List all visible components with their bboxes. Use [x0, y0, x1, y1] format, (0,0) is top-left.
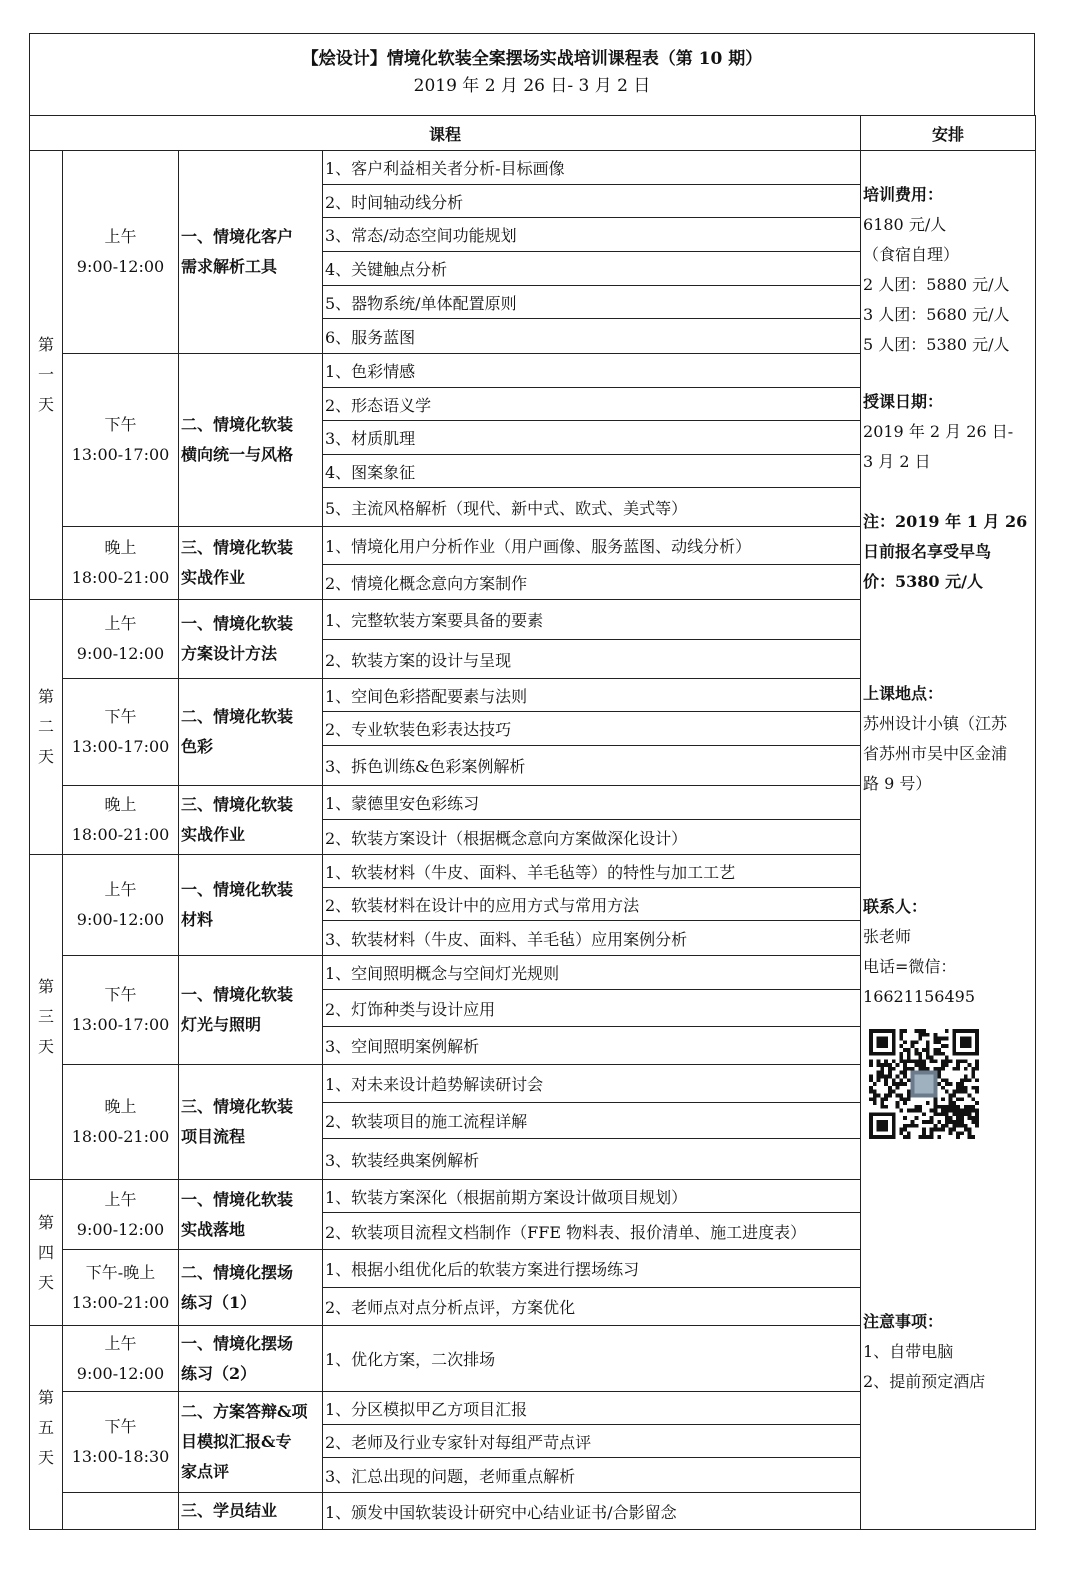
- time-slot: [63, 1392, 179, 1493]
- module-title-line: 一、情境化软装: [181, 614, 294, 633]
- time-slot: [63, 679, 179, 786]
- module-title: [179, 1065, 323, 1180]
- course-header: 课程: [30, 116, 861, 151]
- slot-time: 9:00-12:00: [76, 1219, 165, 1239]
- day-label-char: 第: [37, 1212, 54, 1232]
- module-title: [179, 1180, 323, 1250]
- date-line: 2019 年 2 月 26 日-: [863, 422, 1014, 441]
- fee-line: 2 人团：5880 元/人: [863, 275, 1010, 294]
- item-list: [323, 1326, 861, 1392]
- time-slot: [63, 855, 179, 956]
- list-item: 5、器物系统/单体配置原则: [323, 286, 860, 319]
- day-label-char: 第: [37, 1387, 54, 1407]
- fee-line: 3 人团：5680 元/人: [863, 305, 1010, 324]
- notice-label: 注意事项：: [863, 1312, 944, 1331]
- day-label-char: 五: [37, 1417, 54, 1437]
- slot-period: 下午: [104, 1417, 137, 1436]
- list-item: 1、空间色彩搭配要素与法则: [323, 679, 860, 712]
- module-title: [179, 786, 323, 855]
- list-item: 1、客户利益相关者分析-目标画像: [323, 151, 860, 185]
- list-item: 1、完整软装方案要具备的要素: [323, 600, 860, 640]
- list-item: 2、软装方案的设计与呈现: [325, 650, 512, 670]
- module-title: [179, 956, 323, 1065]
- module-title-line: 材料: [181, 910, 214, 929]
- slot-period: 上午: [104, 1189, 137, 1209]
- list-item: 1、软装方案深化（根据前期方案设计做项目规划）: [323, 1180, 860, 1213]
- slot-period: 下午: [104, 985, 137, 1004]
- module-title-line: 三、情境化软装: [181, 1097, 294, 1116]
- module-title: [179, 1326, 323, 1392]
- module-title-line: 横向统一与风格: [181, 445, 294, 464]
- slot-time: 13:00-18:30: [71, 1447, 170, 1466]
- day-label-char: 一: [37, 365, 54, 384]
- time-slot: [63, 1493, 179, 1530]
- list-item: 1、色彩情感: [323, 354, 860, 388]
- module-title-line: 实战作业: [181, 825, 246, 844]
- list-item: 3、常态/动态空间功能规划: [323, 218, 860, 252]
- early-bird-note: [863, 507, 1035, 597]
- module-title-line: 目模拟汇报&专: [181, 1432, 292, 1451]
- contact-line: 张老师: [863, 927, 912, 946]
- module-title-line: 一、情境化软装: [181, 1189, 294, 1209]
- arrange-header: 安排: [861, 116, 1036, 151]
- date-block: [863, 387, 1035, 477]
- contact-label: 联系人：: [863, 897, 928, 916]
- item-list: [323, 1065, 861, 1180]
- list-item: 3、材质肌理: [323, 421, 860, 455]
- list-item: 1、情境化用户分析作业（用户画像、服务蓝图、动线分析）: [323, 527, 860, 565]
- slot-period: 下午: [104, 707, 137, 726]
- schedule-sheet: [29, 33, 1035, 1530]
- item-list: [323, 956, 861, 1065]
- module-title: [179, 1392, 323, 1493]
- module-title: [179, 354, 323, 527]
- slot-time: 9:00-12:00: [76, 910, 165, 929]
- list-item: 5、主流风格解析（现代、新中式、欧式、美式等）: [325, 498, 688, 518]
- course-table: [29, 115, 1036, 1530]
- slot-time: 9:00-12:00: [76, 644, 165, 663]
- module-title-line: 方案设计方法: [181, 644, 278, 663]
- time-slot: [63, 527, 179, 600]
- item-list: [323, 527, 861, 600]
- item-list: [323, 151, 861, 354]
- module-title-line: 三、情境化软装: [181, 795, 294, 814]
- module-title-line: 实战作业: [181, 568, 246, 587]
- table-header: [30, 116, 1036, 151]
- list-item: 1、对未来设计趋势解读研讨会: [323, 1065, 860, 1103]
- day-label-char: 天: [37, 1037, 54, 1056]
- slot-period: 晚上: [104, 1097, 137, 1116]
- slot-period: 上午: [104, 614, 137, 633]
- fee-line: 5 人团：5380 元/人: [863, 335, 1010, 354]
- module-title-line: 二、情境化软装: [181, 707, 294, 726]
- day-label: [30, 855, 63, 1180]
- slot-period: 上午: [104, 1333, 137, 1353]
- place-label: 上课地点：: [863, 684, 944, 703]
- slot-time: 18:00-21:00: [71, 568, 170, 587]
- module-title-line: 实战落地: [181, 1219, 246, 1239]
- module-title: [179, 855, 323, 956]
- day-label-char: 第: [37, 335, 54, 354]
- date-label: 授课日期：: [863, 392, 944, 411]
- module-title-line: 一、情境化摆场: [181, 1333, 294, 1353]
- arrangement-column: [861, 151, 1036, 1530]
- note-line: 价：5380 元/人: [863, 572, 983, 591]
- slot-time: 13:00-17:00: [71, 445, 170, 464]
- day-label: [30, 1180, 63, 1326]
- slot-period: 晚上: [104, 795, 137, 814]
- date-line: 3 月 2 日: [863, 452, 931, 471]
- place-line: 路 9 号）: [863, 774, 932, 793]
- list-item: 1、空间照明概念与空间灯光规则: [323, 956, 860, 990]
- slot-time: 18:00-21:00: [71, 825, 170, 844]
- module-title-line: 练习（2）: [181, 1363, 257, 1383]
- day-label: [30, 1326, 63, 1530]
- time-slot: [63, 354, 179, 527]
- day-label: [30, 151, 63, 600]
- place-line: 苏州设计小镇（江苏: [863, 714, 1008, 733]
- list-item: 1、优化方案，二次排场: [325, 1350, 496, 1369]
- note-line: 注：2019 年 1 月 26: [863, 512, 1028, 531]
- day-label-char: 天: [37, 1447, 54, 1467]
- slot-time: 13:00-17:00: [71, 1015, 170, 1034]
- list-item: 2、软装材料在设计中的应用方式与常用方法: [323, 888, 860, 921]
- module-title-line: 一、情境化客户: [181, 227, 294, 246]
- list-item: 3、汇总出现的问题，老师重点解析: [325, 1466, 576, 1486]
- list-item: 3、拆色训练&色彩案例解析: [325, 757, 526, 776]
- contact-line: 电话=微信：: [863, 957, 957, 976]
- module-title-line: 灯光与照明: [181, 1015, 262, 1034]
- fee-line: （食宿自理）: [863, 245, 960, 264]
- module-title-line: 家点评: [181, 1462, 230, 1481]
- list-item: 2、老师点对点分析点评，方案优化: [325, 1298, 576, 1317]
- module-title: [179, 600, 323, 679]
- list-item: 2、时间轴动线分析: [323, 185, 860, 218]
- slot-period: 下午-晚上: [85, 1262, 156, 1282]
- list-item: 2、老师及行业专家针对每组严苛点评: [323, 1425, 860, 1458]
- list-item: 1、颁发中国软装设计研究中心结业证书/合影留念: [325, 1502, 677, 1522]
- qr-code-icon: [869, 1029, 979, 1139]
- contact-block: [863, 892, 1035, 1012]
- list-item: 4、关键触点分析: [323, 252, 860, 286]
- list-item: 3、软装经典案例解析: [325, 1150, 480, 1170]
- item-list: [323, 855, 861, 956]
- list-item: 2、灯饰种类与设计应用: [323, 990, 860, 1027]
- list-item: 2、情境化概念意向方案制作: [325, 573, 528, 593]
- module-title-line: 二、情境化摆场: [181, 1262, 294, 1282]
- module-title-line: 三、情境化软装: [181, 538, 294, 557]
- day-label-char: 天: [37, 747, 54, 766]
- notice-block: [863, 1307, 1035, 1397]
- day-label-char: 三: [37, 1007, 54, 1026]
- item-list: [323, 679, 861, 786]
- item-list: [323, 786, 861, 855]
- place-block: [863, 679, 1035, 799]
- day-label-char: 二: [37, 717, 54, 736]
- module-title: [179, 679, 323, 786]
- module-title-line: 色彩: [181, 737, 214, 756]
- list-item: 3、空间照明案例解析: [325, 1037, 480, 1056]
- time-slot: [63, 1065, 179, 1180]
- slot-period: 下午: [104, 415, 137, 434]
- date-range: 2019 年 2 月 26 日- 3 月 2 日: [413, 76, 651, 96]
- list-item: 3、软装材料（牛皮、面料、羊毛毡）应用案例分析: [325, 929, 688, 949]
- time-slot: [63, 151, 179, 354]
- time-slot: [63, 956, 179, 1065]
- module-title: [179, 151, 323, 354]
- list-item: 2、形态语义学: [323, 388, 860, 421]
- list-item: 4、图案象征: [323, 455, 860, 488]
- list-item: 6、服务蓝图: [325, 327, 416, 347]
- module-title-line: 三、学员结业: [181, 1501, 278, 1520]
- list-item: 1、根据小组优化后的软装方案进行摆场练习: [323, 1250, 860, 1288]
- slot-period: 上午: [104, 227, 137, 246]
- time-slot: [63, 1250, 179, 1326]
- module-title-line: 一、情境化软装: [181, 985, 294, 1004]
- module-title-line: 需求解析工具: [181, 257, 278, 276]
- place-line: 省苏州市吴中区金浦: [863, 744, 1008, 763]
- day-label: [30, 600, 63, 855]
- module-title: [179, 1493, 323, 1530]
- time-slot: [63, 600, 179, 679]
- module-title-line: 练习（1）: [181, 1292, 257, 1312]
- module-title: [179, 1250, 323, 1326]
- notice-line: 1、自带电脑: [863, 1342, 954, 1361]
- list-item: 2、软装项目的施工流程详解: [323, 1103, 860, 1139]
- module-title-line: 二、情境化软装: [181, 415, 294, 434]
- list-item: 1、蒙德里安色彩练习: [323, 786, 860, 820]
- title-block: [29, 33, 1035, 115]
- day-label-char: 第: [37, 687, 54, 706]
- page-title: 【烩设计】情境化软装全案摆场实战培训课程表（第 10 期）: [301, 49, 763, 69]
- slot-row: [30, 151, 1036, 354]
- module-title-line: 一、情境化软装: [181, 880, 294, 899]
- day-label-char: 四: [37, 1242, 54, 1262]
- item-list: [323, 1392, 861, 1493]
- module-title-line: 二、方案答辩&项: [181, 1402, 308, 1421]
- item-list: [323, 1180, 861, 1250]
- notice-line: 2、提前预定酒店: [863, 1372, 986, 1391]
- day-label-char: 第: [37, 977, 54, 996]
- slot-time: 18:00-21:00: [71, 1127, 170, 1146]
- list-item: 2、软装项目流程文档制作（FFE 物料表、报价清单、施工进度表）: [325, 1222, 807, 1242]
- day-label-char: 天: [37, 395, 54, 414]
- time-slot: [63, 786, 179, 855]
- time-slot: [63, 1180, 179, 1250]
- item-list: [323, 354, 861, 527]
- module-title: [179, 527, 323, 600]
- slot-period: 上午: [104, 880, 137, 899]
- fee-label: 培训费用：: [863, 185, 944, 204]
- fee-block: [863, 180, 1035, 360]
- list-item: 2、专业软装色彩表达技巧: [323, 712, 860, 746]
- contact-phone: 16621156495: [863, 987, 975, 1006]
- slot-time: 9:00-12:00: [76, 1363, 165, 1383]
- item-list: [323, 1250, 861, 1326]
- list-item: 2、软装方案设计（根据概念意向方案做深化设计）: [325, 828, 688, 848]
- day-label-char: 天: [37, 1272, 54, 1292]
- slot-time: 9:00-12:00: [76, 257, 165, 276]
- item-list: [323, 1493, 861, 1530]
- item-list: [323, 600, 861, 679]
- note-line: 日前报名享受早鸟: [863, 542, 992, 561]
- time-slot: [63, 1326, 179, 1392]
- module-title-line: 项目流程: [181, 1127, 246, 1146]
- slot-time: 13:00-21:00: [71, 1292, 170, 1312]
- list-item: 1、软装材料（牛皮、面料、羊毛毡等）的特性与加工工艺: [323, 855, 860, 888]
- fee-line: 6180 元/人: [863, 215, 947, 234]
- slot-period: 晚上: [104, 538, 137, 557]
- slot-time: 13:00-17:00: [71, 737, 170, 756]
- list-item: 1、分区模拟甲乙方项目汇报: [323, 1392, 860, 1425]
